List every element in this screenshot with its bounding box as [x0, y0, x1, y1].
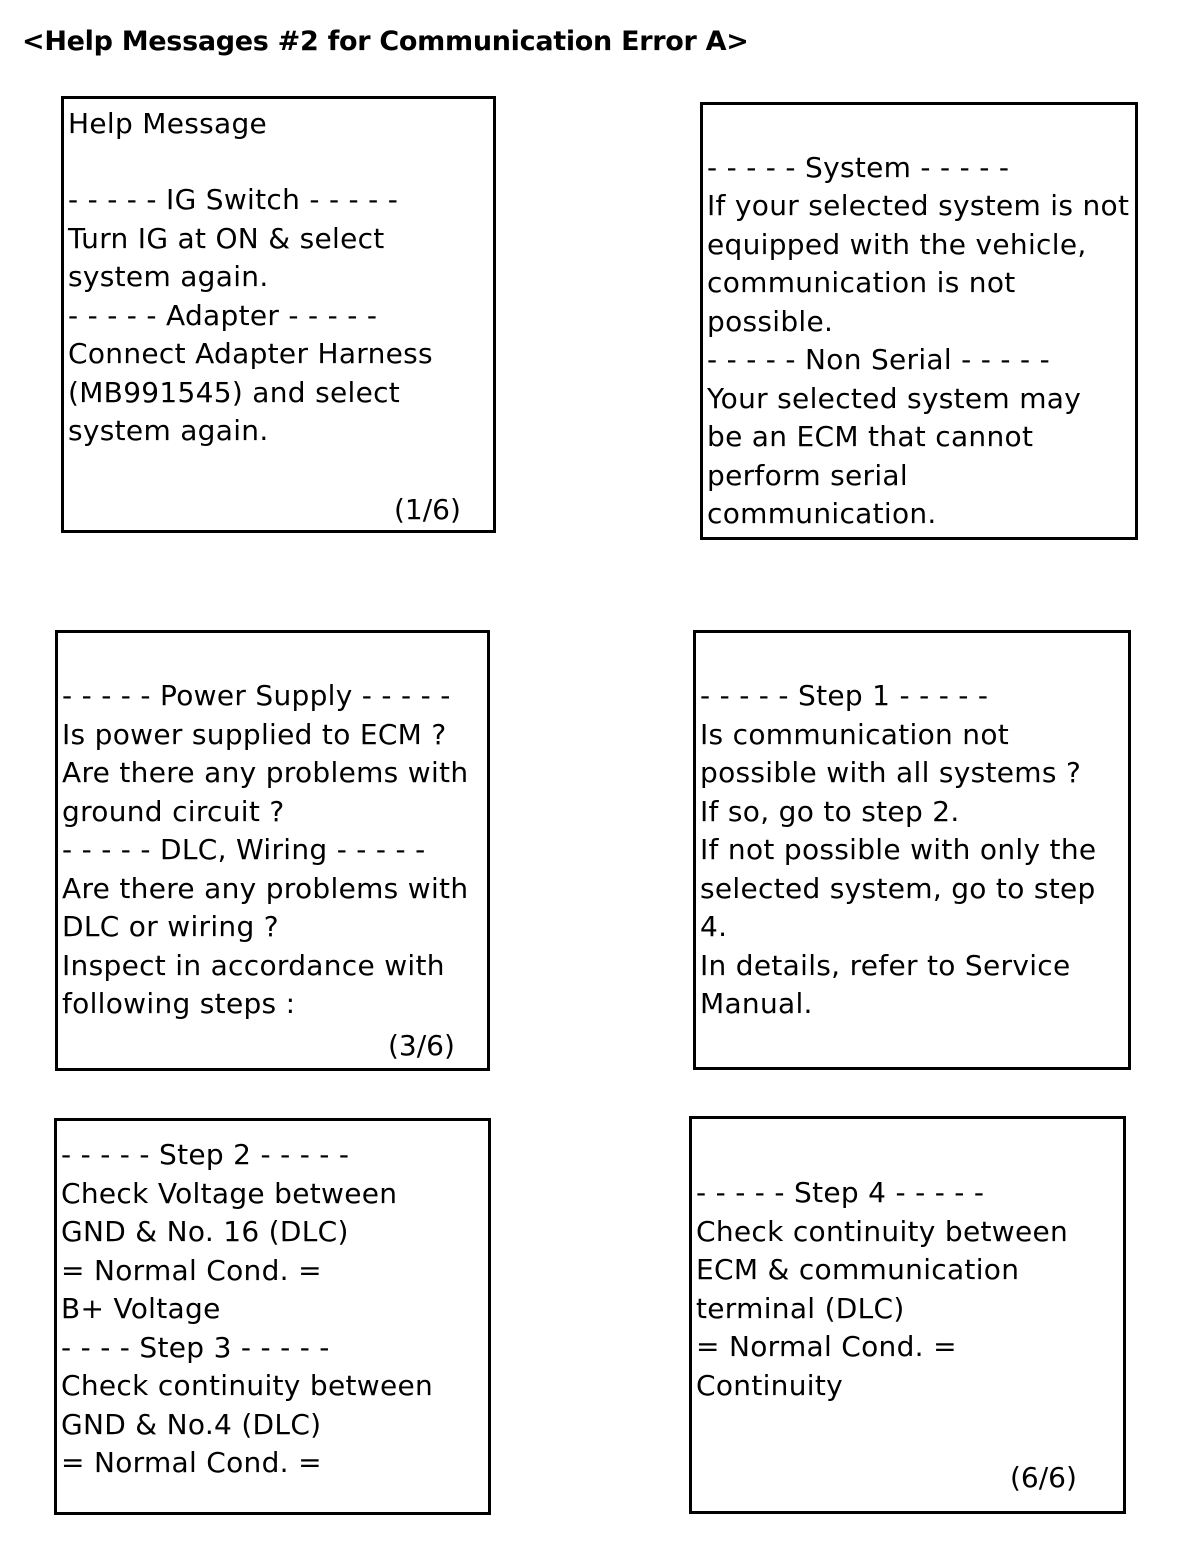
panel-line: system again. — [68, 260, 269, 293]
panel-line: B+ Voltage — [61, 1292, 221, 1325]
panel-line: - - - - - Step 2 - - - - - — [61, 1138, 350, 1171]
panel-line: Continuity — [696, 1369, 844, 1402]
panel-line: Manual. — [700, 987, 813, 1020]
panel-line: Turn IG at ON & select — [68, 222, 385, 255]
panel-line: - - - - - Non Serial - - - - - — [707, 343, 1050, 376]
page-title: <Help Messages #2 for Communication Error A> — [22, 26, 749, 57]
panel-line: Check continuity between — [61, 1369, 434, 1402]
panel-line: Your selected system may — [707, 382, 1082, 415]
panel-line: = Normal Cond. = — [61, 1254, 322, 1287]
help-panel-3 — [55, 630, 490, 1071]
panel-line: (MB991545) and select — [68, 376, 401, 409]
panel-line: - - - - - System - - - - - — [707, 151, 1010, 184]
panel-line: system again. — [68, 414, 269, 447]
help-panel-6 — [689, 1116, 1126, 1514]
panel-line: perform serial — [707, 459, 908, 492]
panel-line: - - - - - DLC, Wiring - - - - - — [62, 833, 426, 866]
panel-line: Help Message — [68, 107, 268, 140]
page-number: (6/6) — [1010, 1461, 1077, 1494]
panel-line: Is communication not — [700, 718, 1010, 751]
panel-line: Connect Adapter Harness — [68, 337, 433, 370]
panel-line: GND & No. 16 (DLC) — [61, 1215, 349, 1248]
panel-line: GND & No.4 (DLC) — [61, 1408, 322, 1441]
panel-line: possible. — [707, 305, 834, 338]
panel-line: - - - - - Power Supply - - - - - — [62, 679, 451, 712]
panel-line: 4. — [700, 910, 728, 943]
panel-line: DLC or wiring ? — [62, 910, 279, 943]
help-panel-1 — [61, 96, 496, 533]
panel-line: selected system, go to step — [700, 872, 1096, 905]
page-number: (1/6) — [394, 493, 461, 526]
panel-line: communication. — [707, 497, 937, 530]
panel-line: If your selected system is not — [707, 189, 1130, 222]
panel-line: - - - - - Step 4 - - - - - — [696, 1176, 985, 1209]
panel-line: If not possible with only the — [700, 833, 1097, 866]
panel-line: - - - - - Step 1 - - - - - — [700, 679, 989, 712]
panel-line: Are there any problems with — [62, 756, 469, 789]
panel-line: possible with all systems ? — [700, 756, 1082, 789]
help-panel-4 — [693, 630, 1131, 1070]
help-panel-5 — [54, 1118, 491, 1515]
panel-line: be an ECM that cannot — [707, 420, 1034, 453]
panel-line: - - - - - Adapter - - - - - — [68, 299, 378, 332]
panel-line: terminal (DLC) — [696, 1292, 905, 1325]
page-number: (3/6) — [388, 1029, 455, 1062]
panel-line: - - - - - IG Switch - - - - - — [68, 183, 399, 216]
panel-line: Is power supplied to ECM ? — [62, 718, 447, 751]
panel-line: Inspect in accordance with — [62, 949, 445, 982]
panel-line: communication is not — [707, 266, 1016, 299]
panel-line: In details, refer to Service — [700, 949, 1071, 982]
panel-line: ECM & communication — [696, 1253, 1020, 1286]
help-panel-2 — [700, 102, 1138, 540]
panel-line: Are there any problems with — [62, 872, 469, 905]
panel-line: = Normal Cond. = — [696, 1330, 957, 1363]
panel-line: Check Voltage between — [61, 1177, 398, 1210]
panel-line: - - - - Step 3 - - - - - — [61, 1331, 330, 1364]
panel-line: Check continuity between — [696, 1215, 1069, 1248]
panel-line: equipped with the vehicle, — [707, 228, 1087, 261]
panel-line: following steps : — [62, 987, 296, 1020]
panel-line: ground circuit ? — [62, 795, 285, 828]
panel-line: = Normal Cond. = — [61, 1446, 322, 1479]
panel-line: If so, go to step 2. — [700, 795, 960, 828]
